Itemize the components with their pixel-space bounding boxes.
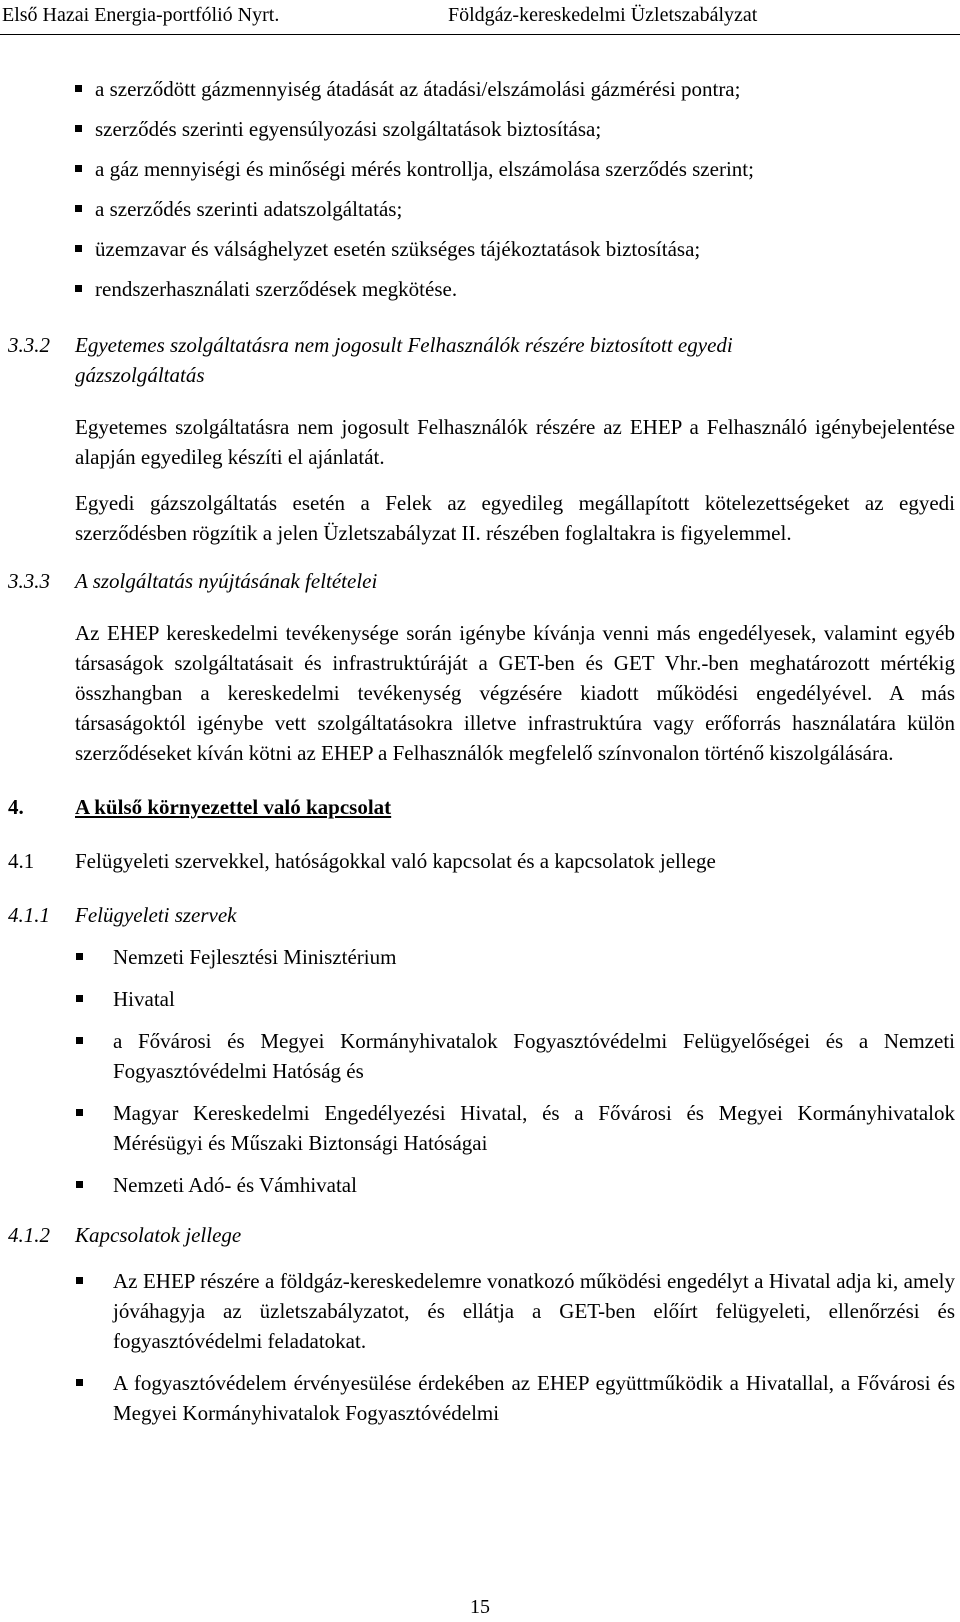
square-bullet-icon (75, 165, 82, 172)
list-item: A fogyasztóvédelem érvényesülése érdekében az EHEP együttműködik a Hivatallal, a Fővárosi és Megyei Kormányhivatalok Fogyasztóvédelmi (0, 1368, 955, 1428)
section-3-3-2-heading (0, 330, 960, 390)
square-bullet-icon (75, 85, 82, 92)
list-item: Nemzeti Fejlesztési Minisztérium (0, 942, 955, 972)
section-title: Kapcsolatok jellege (75, 1223, 242, 1247)
list-item: a gáz mennyiségi és minőségi mérés kontrollja, elszámolása szerződés szerint; (0, 150, 960, 190)
square-bullet-icon (75, 285, 82, 292)
square-bullet-icon (75, 205, 82, 212)
square-bullet-icon (75, 125, 82, 132)
list-item: a Fővárosi és Megyei Kormányhivatalok Fogyasztóvédelmi Felügyelőségei és a Nemzeti Fogyasztóvédelmi Hatóság és (0, 1026, 955, 1086)
supervisory-bodies-list (0, 942, 960, 1200)
section-number: 3.3.3 (8, 569, 50, 593)
section-4-1-heading (0, 846, 960, 876)
section-number: 4.1 (8, 849, 35, 873)
square-bullet-icon (76, 1277, 83, 1284)
section-title: Felügyeleti szervek (75, 903, 237, 927)
section-4-1-1-heading (0, 900, 960, 930)
square-bullet-icon (75, 245, 82, 252)
square-bullet-icon (76, 995, 83, 1002)
section-title-line-2: gázszolgáltatás (75, 363, 205, 387)
page-header (0, 0, 960, 35)
list-item: Nemzeti Adó- és Vámhivatal (0, 1170, 955, 1200)
section-title: A szolgáltatás nyújtásának feltételei (75, 569, 378, 593)
list-item: szerződés szerinti egyensúlyozási szolgáltatások biztosítása; (0, 110, 960, 150)
section-number: 4. (8, 795, 24, 819)
section-number: 4.1.2 (8, 1223, 50, 1247)
square-bullet-icon (76, 1109, 83, 1116)
section-title: Felügyeleti szervekkel, hatóságokkal való kapcsolat és a kapcsolatok jellege (75, 849, 716, 873)
header-company: Első Hazai Energia-portfólió Nyrt. (2, 4, 280, 26)
square-bullet-icon (76, 1037, 83, 1044)
page-number: 15 (470, 1596, 490, 1618)
document-body (0, 70, 960, 1428)
intro-bullet-list (0, 70, 960, 310)
section-number: 3.3.2 (8, 333, 50, 357)
section-title: A külső környezettel való kapcsolat (75, 795, 392, 819)
list-item: rendszerhasználati szerződések megkötése. (0, 270, 960, 310)
relationship-list (0, 1266, 960, 1428)
square-bullet-icon (76, 1181, 83, 1188)
paragraph: Egyetemes szolgáltatásra nem jogosult Felhasználók részére az EHEP a Felhasználó igénybejelentése alapján egyedileg készíti el ajánlatát. (75, 415, 955, 469)
section-title-line-1: Egyetemes szolgáltatásra nem jogosult Felhasználók részére biztosított egyedi (75, 333, 733, 357)
list-item: a szerződés szerinti adatszolgáltatás; (0, 190, 960, 230)
section-4-heading (0, 792, 960, 822)
paragraph: Egyedi gázszolgáltatás esetén a Felek az egyedileg megállapított kötelezettségeket az egyedi szerződésben rögzítik a jelen Üzletszabályzat II. részében foglaltakra is figyelemmel. (75, 491, 955, 545)
list-item: Magyar Kereskedelmi Engedélyezési Hivatal, és a Fővárosi és Megyei Kormányhivatalok Mérésügyi és Műszaki Biztonsági Hatóságai (0, 1098, 955, 1158)
section-4-1-2-heading (0, 1220, 960, 1250)
section-number: 4.1.1 (8, 903, 50, 927)
list-item: Az EHEP részére a földgáz-kereskedelemre vonatkozó működési engedélyt a Hivatal adja ki, amely jóváhagyja az üzletszabályzatot, és ellátja a GET-ben előírt felügyeleti, ellenőrzési és fogyasztóvédelmi feladatokat. (0, 1266, 955, 1356)
section-3-3-3-heading (0, 566, 960, 596)
square-bullet-icon (76, 1379, 83, 1386)
list-item: Hivatal (0, 984, 955, 1014)
square-bullet-icon (76, 953, 83, 960)
list-item: üzemzavar és válsághelyzet esetén szükséges tájékoztatások biztosítása; (0, 230, 960, 270)
paragraph: Az EHEP kereskedelmi tevékenysége során igénybe kívánja venni más engedélyesek, valamint egyéb társaságok szolgáltatásait és infrastruktúráját a GET-ben és GET Vhr.-ben meghatározott mértékig összhangban a kereskedelmi tevékenység végzésére kiadott működési engedélyével. A más társaságoktól igénybe vett szolgáltatásokra illetve infrastruktúra vagy erőforrás használatára külön szerződéseket kíván kötni az EHEP a Felhasználók megfelelő színvonalon történő kiszolgálására. (75, 621, 955, 765)
header-document-title: Földgáz-kereskedelmi Üzletszabályzat (448, 4, 758, 26)
list-item: a szerződött gázmennyiség átadását az átadási/elszámolási gázmérési pontra; (0, 70, 960, 110)
